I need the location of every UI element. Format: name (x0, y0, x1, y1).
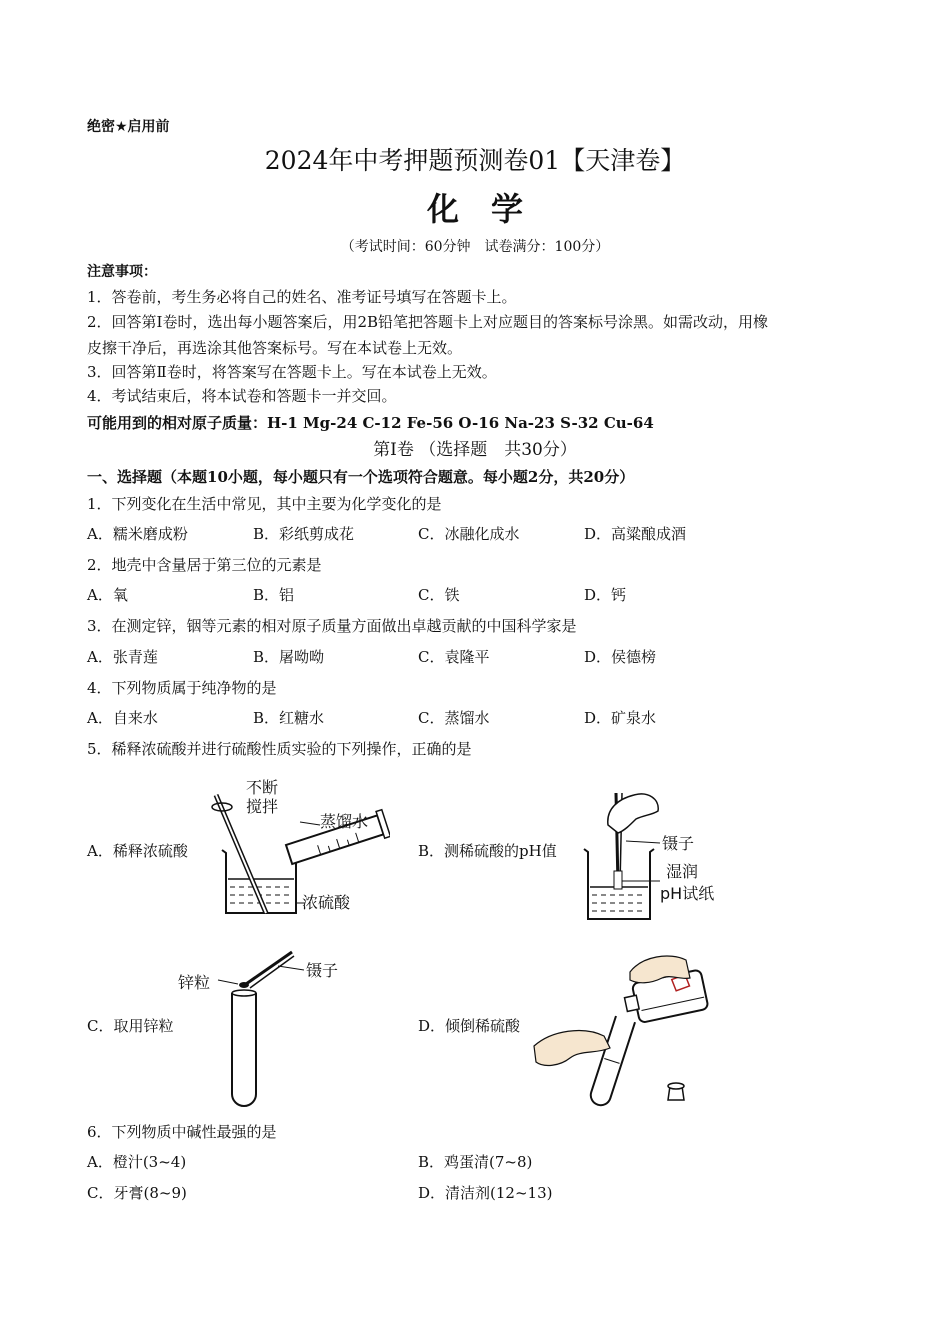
label-water: 蒸馏水 (320, 812, 369, 831)
option-c[interactable]: C．袁隆平 (418, 648, 490, 666)
label-wet: 湿润 (666, 862, 699, 881)
option-b[interactable]: B．测稀硫酸的pH值 (418, 842, 557, 860)
figure-ph-test (578, 785, 728, 925)
option-b[interactable]: B．屠呦呦 (253, 648, 325, 666)
part1-title: 第Ⅰ卷 （选择题 共30分） (373, 440, 577, 460)
figure-dilute-acid (200, 775, 390, 920)
note-item: 2．回答第Ⅰ卷时，选出每小题答案后，用2B铅笔把答题卡上对应题目的答案标号涂黑。如需改动，用橡 (87, 313, 769, 331)
question-stem: 4．下列物质属于纯净物的是 (87, 679, 277, 697)
label-zinc: 锌粒 (178, 973, 211, 992)
figure-zinc (172, 938, 362, 1108)
label-tweezers: 镊子 (662, 834, 695, 853)
option-b[interactable]: B．红糖水 (253, 709, 325, 727)
label-stir: 不断 (246, 778, 279, 797)
secret-label: 绝密★启用前 (87, 119, 170, 135)
option-a[interactable]: A．张青莲 (87, 648, 158, 666)
exam-meta: （考试时间：60分钟 试卷满分：100分） (340, 239, 610, 255)
note-item: 3．回答第Ⅱ卷时，将答案写在答题卡上。写在本试卷上无效。 (87, 363, 497, 381)
option-d[interactable]: D．倾倒稀硫酸 (418, 1017, 521, 1035)
question-stem: 1．下列变化在生活中常见，其中主要为化学变化的是 (87, 495, 442, 513)
label-stir2: 搅拌 (246, 797, 279, 816)
section1-title: 一、选择题（本题10小题，每小题只有一个选项符合题意。每小题2分，共20分） (87, 468, 635, 486)
label-ph-paper: pH试纸 (660, 884, 715, 903)
option-c[interactable]: C．蒸馏水 (418, 709, 490, 727)
option-a[interactable]: A．橙汁(3~4) (87, 1153, 187, 1171)
option-a[interactable]: A．稀释浓硫酸 (87, 842, 188, 860)
option-a[interactable]: A．自来水 (87, 709, 158, 727)
note-item: 4．考试结束后，将本试卷和答题卡一并交回。 (87, 387, 397, 405)
atomic-masses: 可能用到的相对原子质量：H-1 Mg-24 C-12 Fe-56 O-16 Na-23 S-32 Cu-64 (87, 414, 654, 432)
note-item: 1．答卷前，考生务必将自己的姓名、准考证号填写在答题卡上。 (87, 288, 517, 306)
page-title: 2024年中考押题预测卷01【天津卷】 (264, 146, 686, 175)
option-b[interactable]: B．鸡蛋清(7~8) (418, 1153, 533, 1171)
option-b[interactable]: B．铝 (253, 586, 295, 604)
option-d[interactable]: D．高粱酿成酒 (584, 525, 687, 543)
label-tweezers-c: 镊子 (306, 961, 339, 980)
figure-pour-acid (530, 950, 710, 1110)
note-item: 皮擦干净后，再选涂其他答案标号。写在本试卷上无效。 (87, 339, 463, 357)
option-a[interactable]: A．糯米磨成粉 (87, 525, 188, 543)
subject-title: 化 学 (426, 190, 523, 228)
label-acid: 浓硫酸 (302, 893, 351, 912)
option-d[interactable]: D．侯德榜 (584, 648, 657, 666)
option-c[interactable]: C．取用锌粒 (87, 1017, 174, 1035)
option-b[interactable]: B．彩纸剪成花 (253, 525, 355, 543)
question-stem: 3．在测定锌，铟等元素的相对原子质量方面做出卓越贡献的中国科学家是 (87, 617, 577, 635)
question-stem: 5．稀释浓硫酸并进行硫酸性质实验的下列操作，正确的是 (87, 740, 472, 758)
option-d[interactable]: D．钙 (584, 586, 627, 604)
option-c[interactable]: C．冰融化成水 (418, 525, 520, 543)
question-stem: 2．地壳中含量居于第三位的元素是 (87, 556, 322, 574)
option-a[interactable]: A．氧 (87, 586, 128, 604)
option-c[interactable]: C．铁 (418, 586, 460, 604)
question-stem: 6．下列物质中碱性最强的是 (87, 1123, 277, 1141)
option-d[interactable]: D．清洁剂(12~13) (418, 1184, 553, 1202)
notes-heading: 注意事项： (87, 264, 157, 280)
option-d[interactable]: D．矿泉水 (584, 709, 657, 727)
option-c[interactable]: C．牙膏(8~9) (87, 1184, 187, 1202)
